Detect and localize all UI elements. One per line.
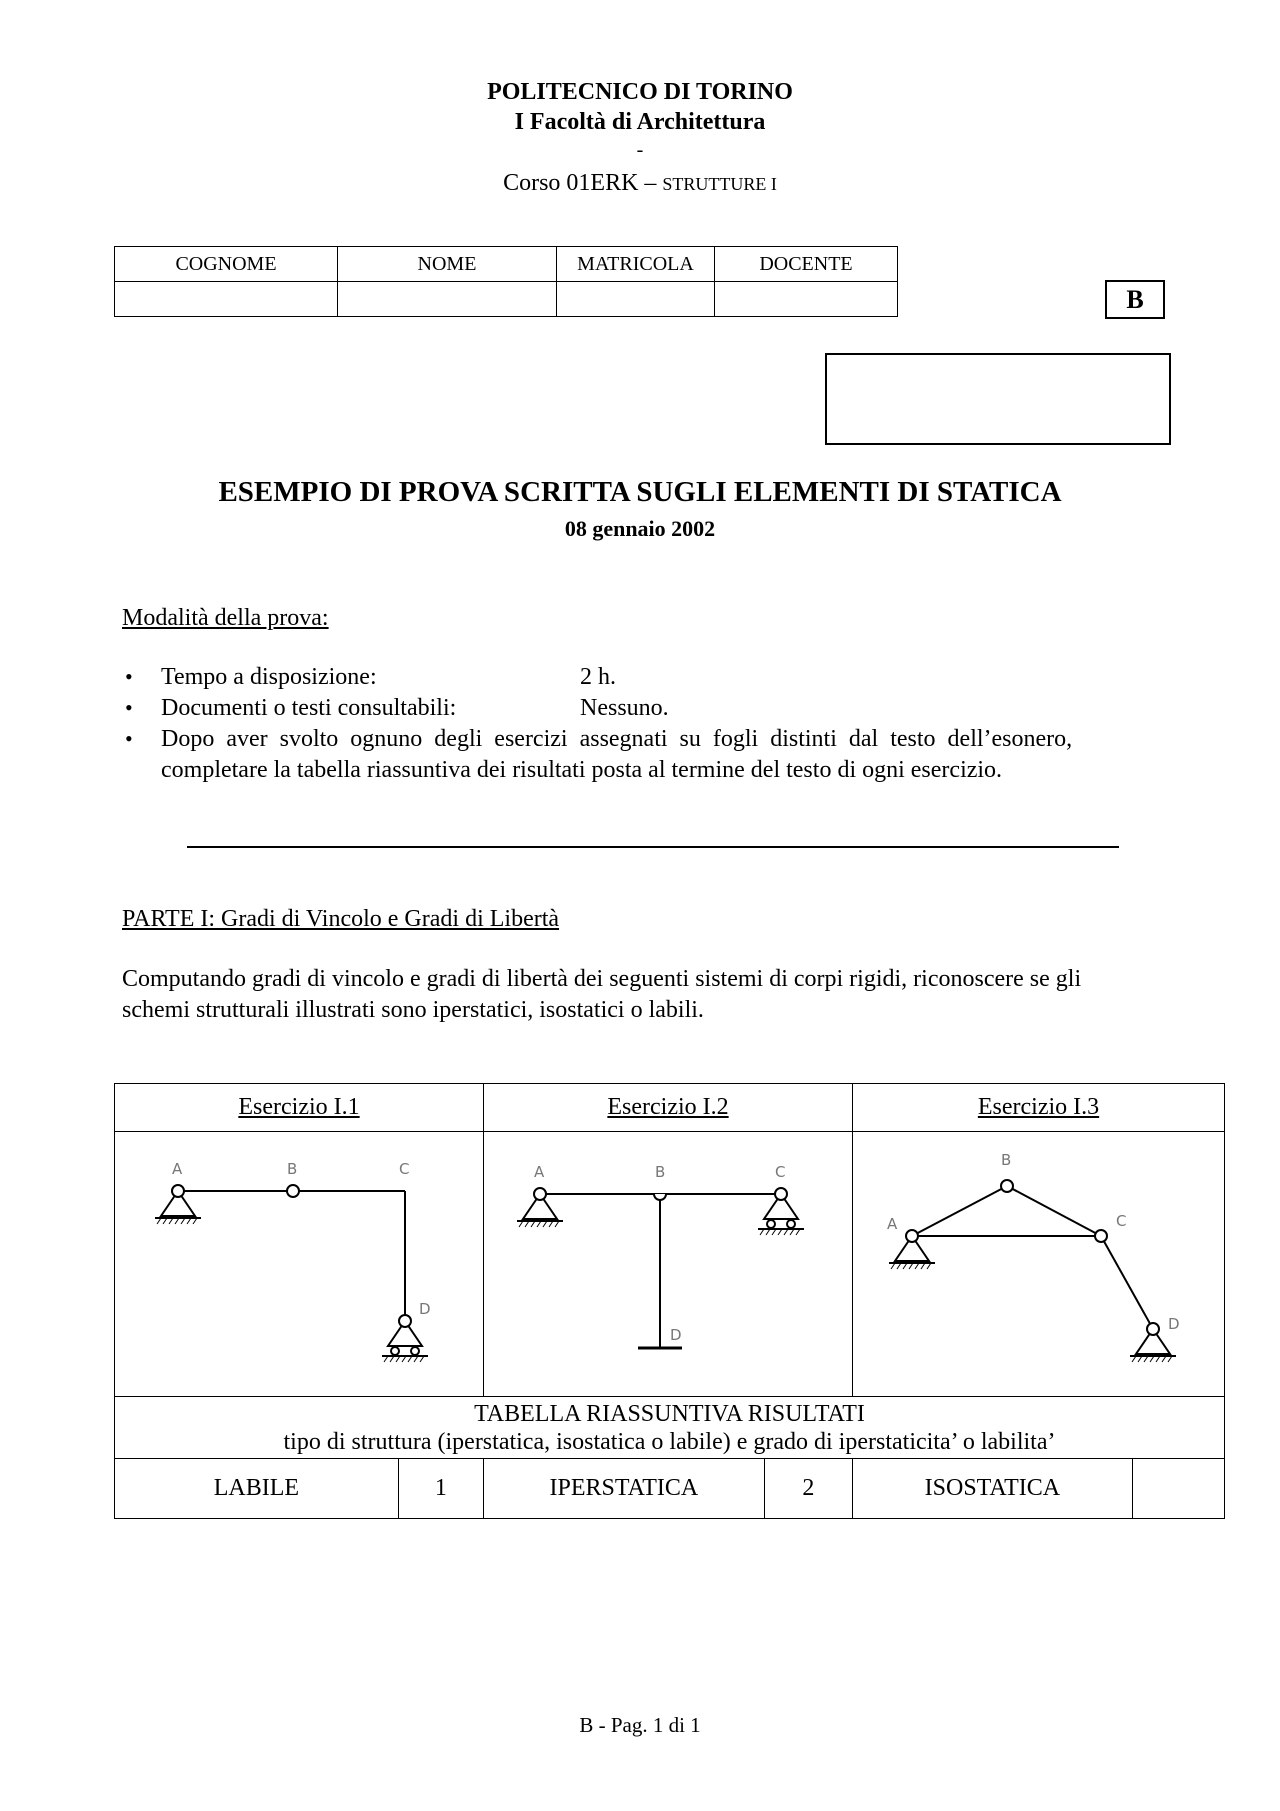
field-header-cognome: COGNOME <box>115 247 338 282</box>
node-label: D <box>670 1326 682 1344</box>
node-label: D <box>419 1300 431 1318</box>
course-line <box>0 168 1280 199</box>
faculty-title: I Facoltà di Architettura <box>514 109 766 135</box>
node-label: C <box>399 1160 410 1178</box>
result-degree-3[interactable] <box>1132 1459 1224 1519</box>
result-degree-1[interactable]: 1 <box>398 1459 483 1519</box>
matricola-field[interactable] <box>557 282 715 317</box>
result-type-3[interactable]: ISOSTATICA <box>853 1459 1133 1519</box>
part1-intro-line2: schemi strutturali illustrati sono iperstatici, isostatici o labili. <box>122 997 704 1023</box>
exercise-table <box>114 1083 1225 1519</box>
node-label: B <box>1001 1151 1012 1169</box>
summary-title: TABELLA RIASSUNTIVA RISULTATI <box>474 1400 865 1427</box>
exercise-title-2: Esercizio I.2 <box>484 1084 853 1132</box>
node-label: D <box>1168 1315 1180 1333</box>
bullet-icon: • <box>125 664 133 689</box>
result-type-2[interactable]: IPERSTATICA <box>484 1459 765 1519</box>
page-number: B - Pag. 1 di 1 <box>579 1713 701 1737</box>
structure-diagram-1 <box>115 1132 483 1389</box>
exam-variant-badge: B <box>1105 280 1165 319</box>
node-label: C <box>775 1163 786 1181</box>
node-label: A <box>172 1160 183 1178</box>
field-header-docente: DOCENTE <box>715 247 898 282</box>
bullet-icon: • <box>125 726 133 751</box>
modalita-item-value: Nessuno. <box>580 695 669 721</box>
modalita-item-label: Documenti o testi consultabili: <box>161 695 457 721</box>
structure-diagram-3 <box>853 1132 1224 1389</box>
exercise-diagram-2 <box>484 1132 853 1397</box>
exam-date: 08 gennaio 2002 <box>564 516 716 541</box>
nome-field[interactable] <box>338 282 557 317</box>
result-type-1[interactable]: LABILE <box>115 1459 399 1519</box>
modalita-heading: Modalità della prova: <box>122 605 329 631</box>
summary-subtitle: tipo di struttura (iperstatica, isostatica o labile) e grado di iperstaticita’ o labilita’ <box>283 1428 1056 1455</box>
student-info-table <box>114 246 898 317</box>
course-code: Corso 01ERK – <box>503 170 663 196</box>
grade-box[interactable] <box>825 353 1171 445</box>
node-label: B <box>655 1163 666 1181</box>
structure-diagram-2 <box>484 1132 852 1389</box>
result-degree-2[interactable]: 2 <box>764 1459 852 1519</box>
header-separator: - <box>636 139 644 161</box>
field-header-nome: NOME <box>338 247 557 282</box>
exercise-title-1: Esercizio I.1 <box>115 1084 484 1132</box>
institution-title: POLITECNICO DI TORINO <box>487 79 793 105</box>
exercise-title-3: Esercizio I.3 <box>853 1084 1225 1132</box>
node-label: A <box>887 1215 898 1233</box>
node-label: A <box>534 1163 545 1181</box>
exercise-diagram-3 <box>853 1132 1225 1397</box>
divider <box>187 846 1119 848</box>
node-label: B <box>287 1160 298 1178</box>
node-label: C <box>1116 1212 1127 1230</box>
part1-intro-line1: Computando gradi di vincolo e gradi di libertà dei seguenti sistemi di corpi rigidi, riconoscere se gli <box>122 966 1082 992</box>
docente-field[interactable] <box>715 282 898 317</box>
modalita-item-line1: Dopo aver svolto ognuno degli esercizi assegnati su fogli distinti dal testo dell’esonero, <box>161 726 1073 752</box>
cognome-field[interactable] <box>115 282 338 317</box>
exam-title: ESEMPIO DI PROVA SCRITTA SUGLI ELEMENTI DI STATICA <box>218 476 1062 508</box>
summary-header <box>115 1397 1225 1459</box>
part1-heading: PARTE I: Gradi di Vincolo e Gradi di Libertà <box>122 906 560 932</box>
exercise-diagram-1 <box>115 1132 484 1397</box>
course-subject: STRUTTURE I <box>662 174 777 194</box>
modalita-item-line2: completare la tabella riassuntiva dei risultati posta al termine del testo di ogni esercizio. <box>161 757 1003 783</box>
modalita-item-value: 2 h. <box>580 664 616 690</box>
bullet-icon: • <box>125 695 133 720</box>
field-header-matricola: MATRICOLA <box>557 247 715 282</box>
modalita-item-label: Tempo a disposizione: <box>161 664 377 690</box>
